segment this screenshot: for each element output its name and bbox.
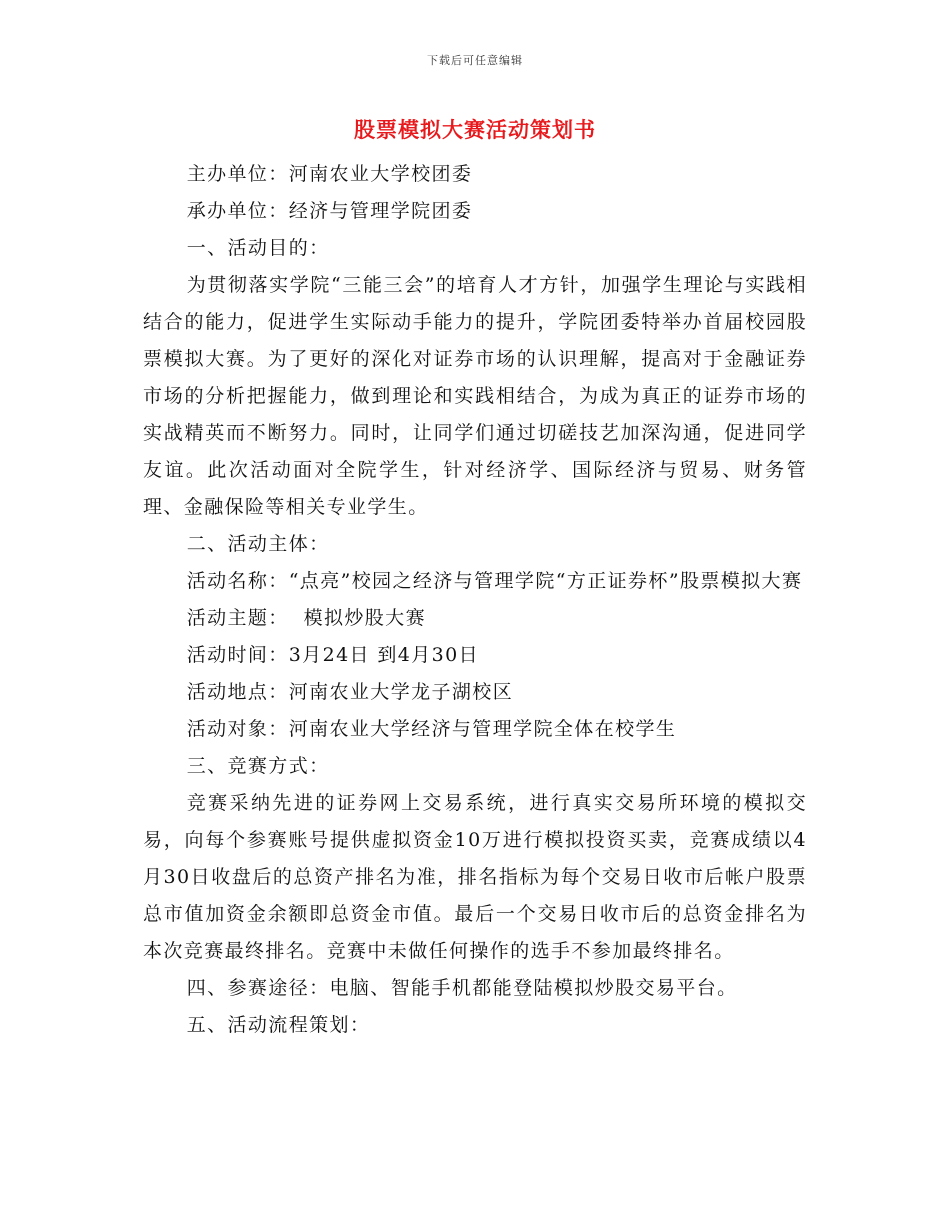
method-paragraph: 竞赛采纳先进的证券网上交易系统，进行真实交易所环境的模拟交易，向每个参赛账号提供虚拟资金10万进行模拟投资买卖，竞赛成绩以4月30日收盘后的总资产排名为准，排名指标为每个交易日收市后帐户股票总市值加资金余额即总资金市值。最后一个交易日收市后的总资金排名为本次竞赛最终排名。竞赛中未做任何操作的选手不参加最终排名。: [143, 792, 807, 962]
organizer-line: 主办单位：河南农业大学校团委: [186, 163, 473, 185]
activity-name-line: 活动名称：“点亮”校园之经济与管理学院“方正证券杯”股票模拟大赛: [186, 570, 803, 592]
activity-theme-line: 活动主题： 模拟炒股大赛: [186, 607, 426, 629]
section-heading-process: 五、活动流程策划：: [186, 1014, 371, 1036]
section-heading-purpose: 一、活动目的：: [186, 237, 330, 259]
page-header-note: 下载后可任意编辑: [427, 54, 523, 67]
activity-target-line: 活动对象：河南农业大学经济与管理学院全体在校学生: [186, 718, 677, 740]
participation-line: 四、参赛途径：电脑、智能手机都能登陆模拟炒股交易平台。: [186, 977, 738, 999]
activity-time-line: 活动时间：3月24日 到4月30日: [186, 644, 480, 666]
purpose-paragraph: 为贯彻落实学院“三能三会”的培育人才方针，加强学生理论与实践相结合的能力，促进学生实际动手能力的提升，学院团委特举办首届校园股票模拟大赛。为了更好的深化对证券市场的认识理解，提高对于金融证券市场的分析把握能力，做到理论和实践相结合，为成为真正的证券市场的实战精英而不断努力。同时，让同学们通过切磋技艺加深沟通，促进同学友谊。此次活动面对全院学生，针对经济学、国际经济与贸易、财务管理、金融保险等相关专业学生。: [143, 274, 807, 518]
document-body: [143, 156, 807, 1044]
document-title: 股票模拟大赛活动策划书: [354, 117, 596, 142]
co-organizer-line: 承办单位：经济与管理学院团委: [186, 200, 473, 222]
activity-location-line: 活动地点：河南农业大学龙子湖校区: [186, 681, 514, 703]
section-heading-main: 二、活动主体：: [186, 533, 330, 555]
section-heading-method: 三、竞赛方式：: [186, 755, 330, 777]
